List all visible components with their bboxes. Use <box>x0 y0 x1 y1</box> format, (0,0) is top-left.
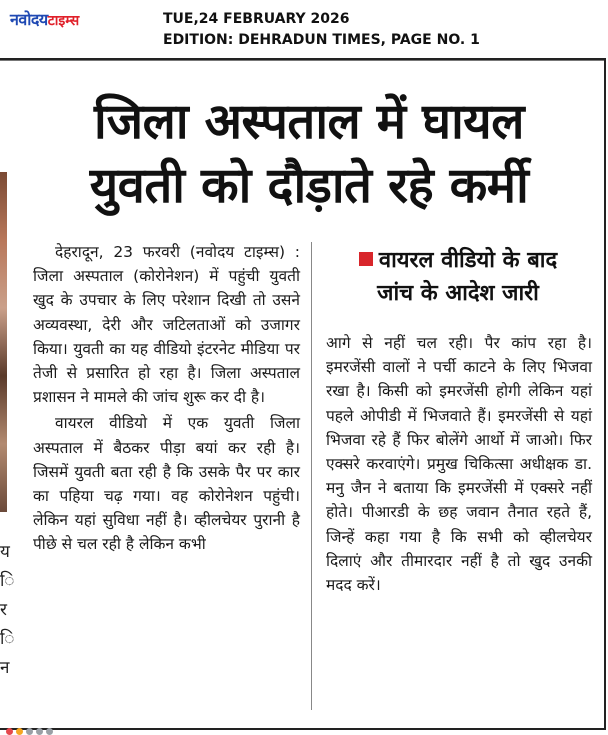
article-column-right <box>326 331 592 597</box>
fragment-letter: य <box>0 542 10 562</box>
page-dot[interactable] <box>6 728 13 735</box>
page-dot[interactable] <box>36 728 43 735</box>
adjacent-column-fragment <box>0 538 15 683</box>
headline-line-1: जिला अस्पताल में घायल <box>94 93 524 150</box>
subheadline-line-1 <box>323 244 593 277</box>
news-clipping <box>0 58 606 730</box>
edition-info <box>163 9 480 51</box>
subheadline-line-2: जांच के आदेश जारी <box>377 281 539 306</box>
headline-line-2: युवती को दौड़ाते रहे कर्मी <box>89 157 529 214</box>
page-indicator[interactable] <box>6 728 53 735</box>
bullet-square-icon <box>359 252 373 266</box>
adjacent-photo-strip <box>0 172 7 512</box>
article-subheadline <box>323 244 593 310</box>
logo-sub-text: टाइम्स <box>47 13 80 29</box>
page-dot[interactable] <box>26 728 33 735</box>
date-line: TUE,24 FEBRUARY 2026 <box>163 11 350 27</box>
article-headline <box>14 90 604 218</box>
subheadline-text-1: वायरल वीडियो के बाद <box>378 248 558 273</box>
newspaper-logo[interactable] <box>10 8 79 28</box>
edition-line: EDITION: DEHRADUN TIMES, PAGE NO. 1 <box>163 32 480 48</box>
page-dot[interactable] <box>46 728 53 735</box>
fragment-letter: र <box>0 600 7 620</box>
fragment-letter: न <box>0 658 10 678</box>
article-column-left <box>33 240 300 557</box>
masthead <box>0 0 608 56</box>
fragment-letter: ि <box>0 629 15 649</box>
fragment-letter: ि <box>0 571 15 591</box>
paragraph: वायरल वीडियो में एक युवती जिला अस्पताल में बैठकर पीड़ा बयां कर रही है। जिसमें युवती बता रही है कि उसके पैर पर कार का पहिया चढ़ गया। वह कोरोनेशन पहुंची। लेकिन यहां सुविधा नहीं है। व्हीलचेयर पुरानी है पीछे से चल रही है लेकिन कभी <box>33 414 300 554</box>
top-rule <box>0 60 604 61</box>
page-dot[interactable] <box>16 728 23 735</box>
logo-main-text: नवोदय <box>10 10 48 29</box>
paragraph: आगे से नहीं चल रही। पैर कांप रहा है। इमरजेंसी वालों ने पर्ची काटने के लिए भिजवा रखा है। किसी को इमरजेंसी होगी लेकिन यहां पहले ओपीडी में भिजवाते हैं। इमरजेंसी से यहां भिजवा रहे हैं फिर बोलेंगे आर्थो में जाओ। फिर एक्सरे करवाएंगे। प्रमुख चिकित्सा अधीक्षक डा. मनु जैन ने बताया कि इमरजेंसी में एक्सरे नहीं होते। पीआरडी के छह जवान तैनात रहते हैं, जिन्हें कहा गया है कि सभी को व्हीलचेयर दिलाएं और तीमारदार नहीं है तो खुद उनकी मदद करें। <box>326 334 592 595</box>
paragraph: देहरादून, 23 फरवरी (नवोदय टाइम्स) : जिला अस्पताल (कोरोनेशन) में पहुंची युवती खुद के उपचार के लिए परेशान दिखी तो उसने अव्यवस्था, देरी और जटिलताओं को उजागर किया। युवती का यह वीडियो इंटरनेट मीडिया पर तेजी से प्रसारित हो रहा है। जिला अस्पताल प्रशासन ने मामले की जांच शुरू कर दी है। <box>33 243 300 407</box>
column-divider <box>311 242 312 710</box>
